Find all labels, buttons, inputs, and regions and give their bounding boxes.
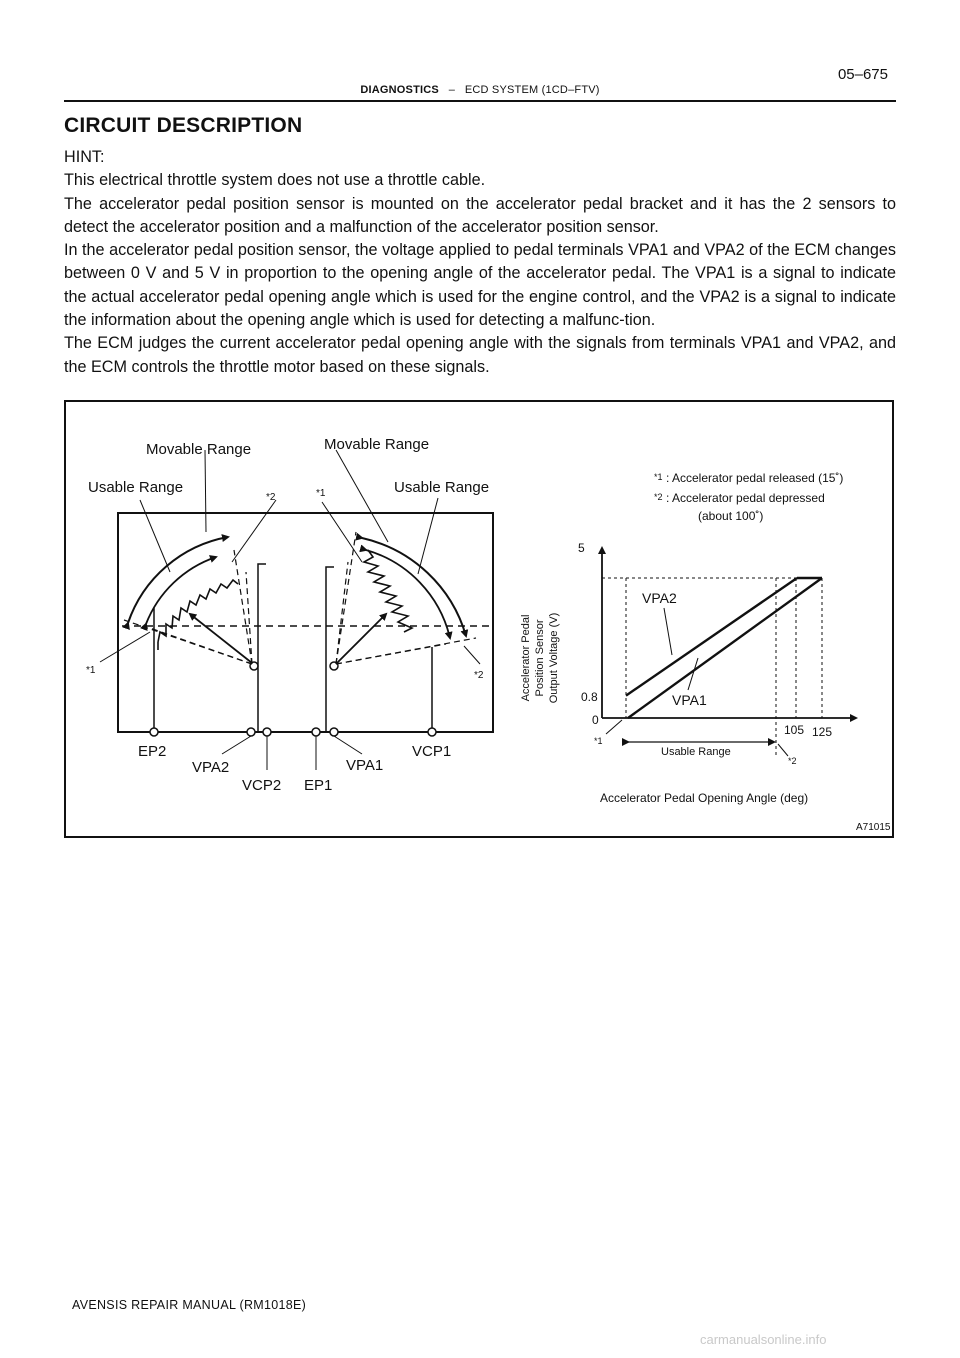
header-section: [64, 84, 896, 96]
sensor1-pivot: [330, 662, 338, 670]
legend-note2-mark: *2: [654, 492, 663, 502]
sensor1-left-wall: [326, 567, 334, 732]
paragraph-2: The accelerator pedal position sensor is mounted on the accelerator pedal bracket and it has the 2 sensors to detect the accelerator position and a malfunction of the accelerator position sensor.: [64, 194, 896, 236]
leader-mark2-left: [232, 500, 276, 562]
page-footer: AVENSIS REPAIR MANUAL (RM1018E): [72, 1298, 307, 1312]
paragraph-hint: HINT:: [64, 148, 105, 166]
sensor2-dash-4: [246, 572, 252, 664]
section-title: CIRCUIT DESCRIPTION: [64, 114, 303, 137]
chart-xtick-105: 105: [784, 723, 805, 737]
label-terminal-ep2: EP2: [138, 743, 167, 760]
chart-ytick-0: 0: [592, 713, 599, 727]
sensor2-dash-3: [234, 550, 252, 664]
page-number: 05–675: [837, 66, 888, 83]
chart-leader-vpa2: [664, 608, 672, 655]
legend-note1-mark: *1: [654, 472, 663, 482]
terminal-vpa2: [247, 728, 255, 736]
voltage-chart: [520, 541, 856, 805]
terminal-ep2: [150, 728, 158, 736]
chart-mark1: *1: [594, 736, 603, 746]
chart-mark2: *2: [788, 756, 797, 766]
leader-usable-right: [418, 498, 438, 574]
terminal-vcp1: [428, 728, 436, 736]
chart-leader-mark2: [778, 744, 788, 756]
label-terminal-vpa2: VPA2: [192, 759, 230, 776]
watermark: carmanualsonline.info: [700, 1332, 827, 1347]
body-text: [64, 146, 896, 379]
chart-ylabel-line-2: Position Sensor: [534, 619, 546, 697]
leader-vpa1: [334, 736, 362, 754]
label-usable-range-left: Usable Range: [88, 479, 184, 496]
label-usable-range-right: Usable Range: [394, 479, 490, 496]
legend-note2-text-2: (about 100˚): [698, 509, 764, 523]
leader-movable-right: [336, 450, 388, 542]
paragraph-3: In the accelerator pedal position sensor, the voltage applied to pedal terminals VPA1 and VPA2 of the ECM changes between 0 V and 5 V in proportion to the opening angle of the accelerator pedal. The VPA1 is a signal to indicate the actual accelerator pedal opening angle which is used for the engine control, and the VPA2 is a signal to indicate the information about the opening angle which is used for detecting a malfunc-tion.: [64, 241, 896, 330]
label-mark2-right: *2: [474, 670, 484, 681]
sensor2-dash-2: [150, 628, 252, 664]
chart-xtick-125: 125: [812, 725, 833, 739]
label-movable-range-right: Movable Range: [324, 436, 430, 453]
sensor2-usable-arc: [146, 557, 216, 624]
sensor1-usable-arc: [366, 550, 450, 638]
chart-series-label-vpa2: VPA2: [642, 590, 677, 606]
leader-vpa2: [222, 736, 251, 754]
sensor-housing: [118, 513, 493, 732]
sensor1-dash-1: [336, 532, 356, 664]
sensor2-right-wall: [258, 564, 266, 732]
paragraph-1: This electrical throttle system does not use a throttle cable.: [64, 171, 486, 190]
terminal-vcp2: [263, 728, 271, 736]
circuit-figure: [64, 400, 894, 838]
label-terminal-vcp2: VCP2: [242, 777, 282, 794]
label-mark1-right: *1: [316, 488, 326, 499]
sensor1-dash-2: [336, 562, 348, 664]
label-terminal-vpa1: VPA1: [346, 757, 384, 774]
chart-ylabel: [520, 613, 560, 704]
paragraph-4: The ECM judges the current accelerator pedal opening angle with the signals from terminals VPA1 and VPA2, and the ECM controls the throttle motor based on these signals.: [64, 334, 896, 376]
sensor2-wiper: [190, 614, 252, 663]
header-section-name: DIAGNOSTICS: [360, 84, 439, 96]
label-terminal-ep1: EP1: [304, 777, 333, 794]
sensor2-movable-arc: [128, 537, 228, 623]
leader-mark1-left: [100, 632, 150, 662]
legend-note1-text: : Accelerator pedal released (15˚): [666, 471, 844, 485]
header-subsection: ECD SYSTEM (1CD–FTV): [464, 84, 600, 96]
chart-usable-range-label: Usable Range: [661, 746, 731, 758]
chart-series-label-vpa1: VPA1: [672, 692, 707, 708]
label-mark2-left: *2: [266, 492, 276, 503]
label-mark1-left: *1: [86, 665, 96, 676]
sensor2-resistor: [158, 580, 238, 642]
chart-ytick-5: 5: [578, 541, 585, 555]
header-separator: –: [448, 84, 456, 96]
leader-usable-left: [140, 500, 170, 572]
sensor1-resistor: [364, 550, 412, 632]
terminal-ep1: [312, 728, 320, 736]
chart-ylabel-line-3: Output Voltage (V): [548, 612, 560, 704]
leader-movable-left: [205, 450, 206, 532]
leader-mark2-right: [464, 646, 480, 664]
label-terminal-vcp1: VCP1: [412, 743, 452, 760]
figure-svg: [66, 402, 892, 836]
terminal-vpa1: [330, 728, 338, 736]
chart-xlabel: Accelerator Pedal Opening Angle (deg): [600, 791, 809, 805]
label-movable-range-left: Movable Range: [146, 441, 252, 458]
chart-ylabel-line-1: Accelerator Pedal: [520, 614, 532, 702]
figure-id: A71015: [856, 822, 891, 833]
page-header: [64, 66, 896, 104]
header-rule: [64, 100, 896, 102]
legend-note2-text: : Accelerator pedal depressed: [666, 491, 825, 505]
chart-ytick-0-8: 0.8: [581, 690, 598, 704]
chart-leader-mark1: [606, 720, 622, 734]
